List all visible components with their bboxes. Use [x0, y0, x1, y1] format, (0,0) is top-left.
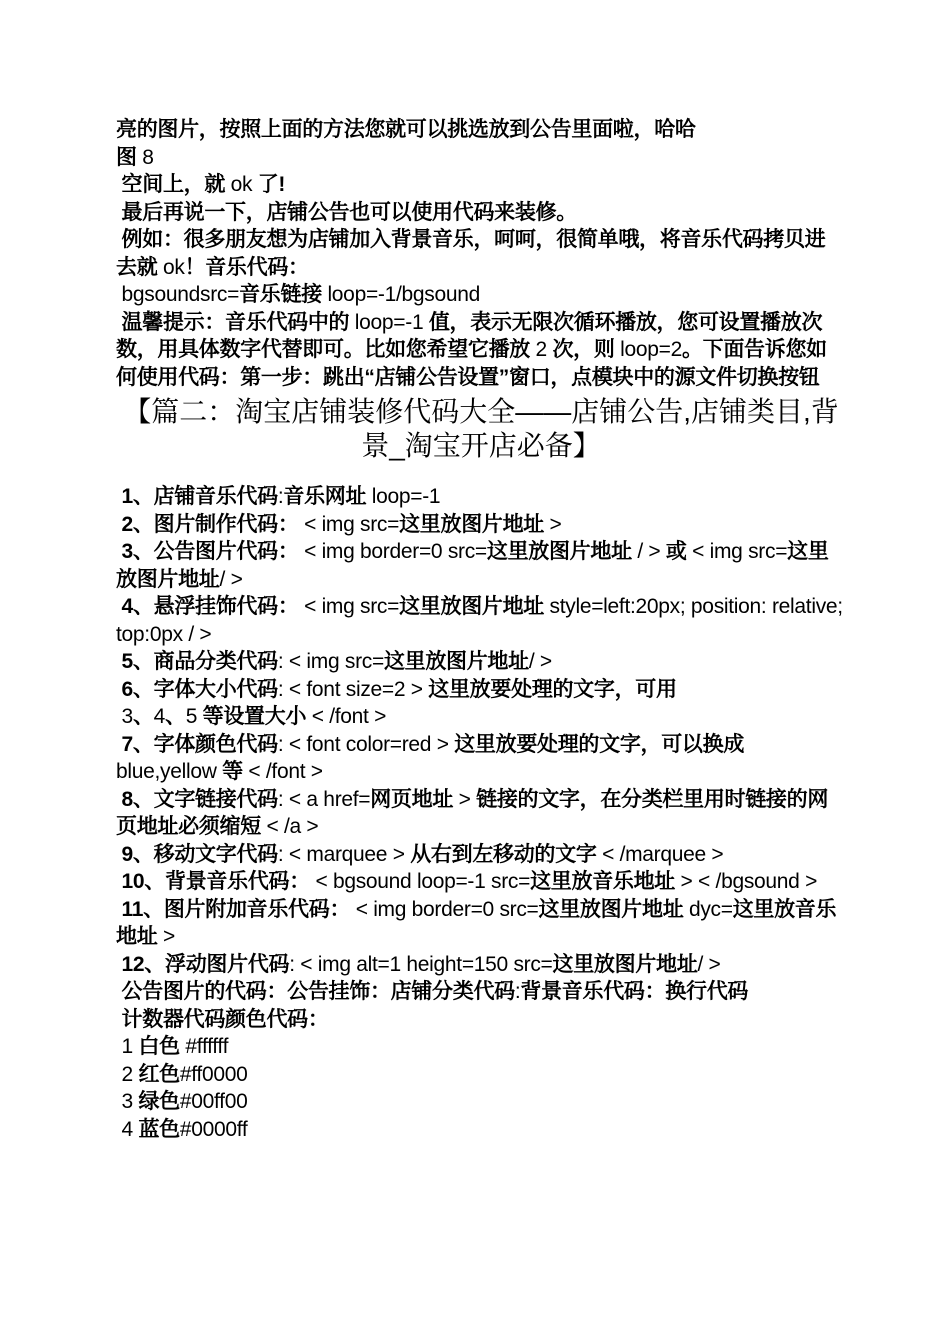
list-item: 11、图片附加音乐代码： < img border=0 src=这里放图片地址 dyc=这里放音乐地址 >: [116, 897, 837, 948]
list-item: 2、图片制作代码： < img src=这里放图片地址 >: [116, 512, 562, 536]
list-item: 8、文字链接代码: < a href=网页地址 > 链接的文字，在分类栏里用时链接的网页地址必须缩短 < /a >: [116, 787, 829, 838]
last-line: 最后再说一下，店铺公告也可以使用代码来装修。: [116, 200, 577, 224]
color-row: 2 红色#ff0000: [116, 1062, 248, 1086]
list-item: 1、店铺音乐代码:音乐网址 loop=-1: [116, 485, 441, 508]
summary-line: 公告图片的代码：公告挂饰：店铺分类代码:背景音乐代码：换行代码: [116, 980, 749, 1003]
counter-line: 计数器代码颜色代码：: [116, 1007, 329, 1031]
list-item: 5、商品分类代码: < img src=这里放图片地址/ >: [116, 650, 552, 673]
intro-line-1: 亮的图片，按照上面的方法您就可以挑选放到公告里面啦，哈哈: [116, 118, 696, 141]
music-code-line: bgsoundsrc=音乐链接 loop=-1/bgsound: [116, 283, 480, 306]
color-row: 1 白色 #ffffff: [116, 1035, 229, 1058]
tip-paragraph: 温馨提示：音乐代码中的 loop=-1 值，表示无限次循环播放，您可设置播放次数，用具体数字代替即可。比如您希望它播放 2 次，则 loop=2。下面告诉您如何使用代码：第一步：跳出“店铺公告设置”窗口，点模块中的源文件切换按钮: [116, 310, 827, 389]
document-page: [116, 116, 849, 1143]
color-row: 3 绿色#00ff00: [116, 1090, 248, 1113]
list-item: 9、移动文字代码: < marquee > 从右到左移动的文字 < /marquee >: [116, 842, 724, 866]
example-paragraph: 例如：很多朋友想为店铺加入背景音乐，呵呵，很简单哦，将音乐代码拷贝进去就 ok！音乐代码：: [116, 228, 826, 279]
figure-label: 图 8: [116, 145, 154, 169]
list-item: 12、浮动图片代码: < img alt=1 height=150 src=这里放图片地址/ >: [116, 952, 721, 976]
section-heading: 【篇二：淘宝店铺装修代码大全——店铺公告,店铺类目,背景_淘宝开店必备】: [123, 396, 839, 461]
color-row: 4 蓝色#0000ff: [116, 1117, 248, 1141]
list-item: 10、背景音乐代码： < bgsound loop=-1 src=这里放音乐地址 > < /bgsound >: [116, 870, 818, 893]
space-line: 空间上，就 ok 了!: [116, 173, 286, 196]
list-item: 6、字体大小代码: < font size=2 > 这里放要处理的文字，可用 3、4、5 等设置大小 < /font >: [116, 677, 677, 728]
list-item: 4、悬浮挂饰代码： < img src=这里放图片地址 style=left:20px; position: relative; top:0px / >: [116, 595, 849, 646]
list-item: 7、字体颜色代码: < font color=red > 这里放要处理的文字，可以换成 blue,yellow 等 < /font >: [116, 732, 750, 783]
list-item: 3、公告图片代码： < img border=0 src=这里放图片地址 / > 或 < img src=这里放图片地址/ >: [116, 540, 829, 591]
